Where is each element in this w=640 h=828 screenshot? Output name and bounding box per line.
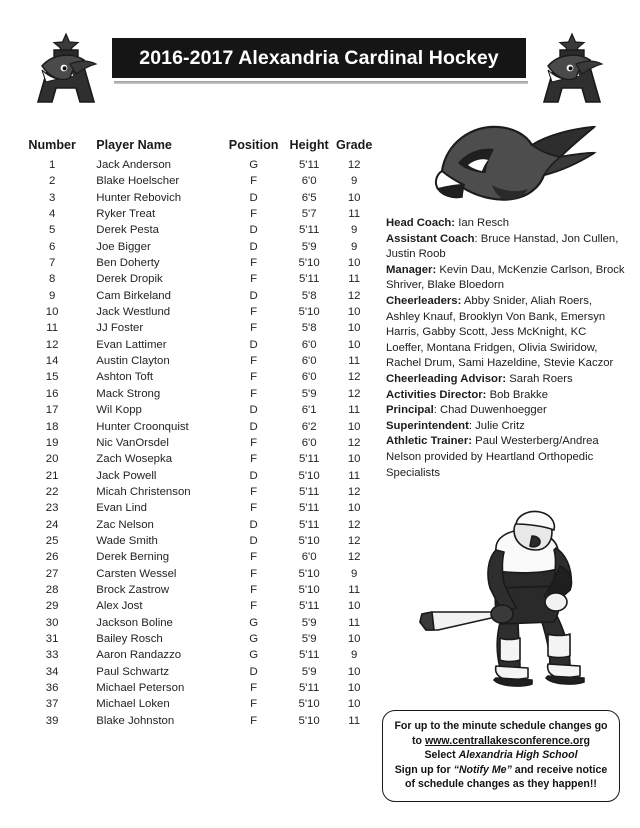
player-grade: 10 bbox=[347, 191, 361, 204]
player-number: 8 bbox=[48, 273, 56, 286]
notice-line-5: of schedule changes as they happen!! bbox=[405, 778, 597, 791]
table-row bbox=[22, 533, 374, 549]
player-number: 28 bbox=[45, 583, 59, 596]
player-height: 5'9 bbox=[301, 240, 317, 253]
player-grade: 12 bbox=[347, 159, 361, 171]
player-position: D bbox=[249, 665, 258, 678]
table-row bbox=[22, 566, 374, 582]
player-number: 7 bbox=[48, 257, 56, 270]
player-name: Austin Clayton bbox=[96, 355, 170, 368]
player-name: Nic VanOrsdel bbox=[96, 436, 169, 449]
player-name: Evan Lind bbox=[96, 502, 147, 515]
player-height: 5'10 bbox=[298, 257, 320, 270]
column-header-grade: Grade bbox=[335, 138, 373, 152]
table-row bbox=[22, 255, 374, 271]
page-title: 2016-2017 Alexandria Cardinal Hockey bbox=[139, 46, 499, 69]
table-row bbox=[22, 386, 374, 402]
player-height: 5'11 bbox=[298, 453, 320, 466]
roster-header-row bbox=[22, 138, 374, 157]
player-position: F bbox=[250, 355, 258, 368]
player-position: G bbox=[249, 632, 259, 645]
activities-director-label: Activities Director: bbox=[386, 388, 487, 401]
staff-principal bbox=[386, 403, 626, 419]
player-position: F bbox=[250, 387, 258, 400]
notice-line-4 bbox=[389, 763, 613, 778]
table-row bbox=[22, 353, 374, 369]
player-name: Hunter Rebovich bbox=[96, 191, 182, 204]
player-position: D bbox=[249, 518, 258, 531]
player-position: D bbox=[249, 469, 258, 482]
notice-line-3 bbox=[389, 748, 613, 763]
table-row bbox=[22, 222, 374, 238]
player-grade: 12 bbox=[347, 551, 361, 564]
player-name: Wade Smith bbox=[96, 534, 158, 547]
player-name: Bailey Rosch bbox=[96, 632, 163, 645]
player-number: 10 bbox=[45, 306, 59, 319]
player-number: 5 bbox=[48, 224, 56, 237]
player-height: 6'0 bbox=[301, 175, 317, 188]
assistant-coach-label: Assistant Coach bbox=[386, 232, 475, 245]
player-position: F bbox=[250, 551, 258, 564]
table-row bbox=[22, 402, 374, 418]
player-grade: 10 bbox=[347, 322, 361, 335]
player-position: F bbox=[250, 273, 258, 286]
player-name: Michael Loken bbox=[96, 698, 170, 711]
player-grade: 12 bbox=[347, 387, 361, 400]
staff-cheer-advisor bbox=[386, 372, 626, 388]
player-number: 26 bbox=[45, 551, 59, 564]
table-row bbox=[22, 288, 374, 304]
player-height: 5'9 bbox=[301, 665, 317, 678]
player-name: Carsten Wessel bbox=[96, 567, 177, 580]
table-row bbox=[22, 484, 374, 500]
activities-director-value: Bob Brakke bbox=[486, 388, 548, 401]
player-number: 14 bbox=[45, 355, 59, 368]
player-height: 5'11 bbox=[298, 224, 320, 237]
player-name: Mack Strong bbox=[96, 387, 161, 400]
athletic-trainer-label: Athletic Trainer: bbox=[386, 435, 473, 448]
hockey-player-illustration bbox=[404, 508, 604, 693]
player-grade: 12 bbox=[347, 289, 361, 302]
player-grade: 11 bbox=[348, 583, 361, 596]
player-name: Micah Christenson bbox=[96, 485, 191, 498]
player-name: Ben Doherty bbox=[96, 257, 160, 270]
player-name: Alex Jost bbox=[96, 600, 143, 613]
player-position: F bbox=[250, 371, 258, 384]
player-name: Blake Johnston bbox=[96, 714, 175, 727]
table-row bbox=[22, 598, 374, 614]
staff-list bbox=[386, 216, 626, 481]
notice-line-2-prefix: to bbox=[411, 734, 425, 747]
player-number: 3 bbox=[48, 191, 56, 204]
player-number: 39 bbox=[45, 714, 59, 727]
player-grade: 9 bbox=[351, 224, 358, 237]
player-name: Evan Lattimer bbox=[96, 338, 167, 351]
alexandria-cardinal-a-logo-left bbox=[28, 30, 106, 108]
player-grade: 10 bbox=[347, 420, 361, 433]
cheerleading-advisor-value: Sarah Roers bbox=[506, 372, 573, 385]
player-name: Zac Nelson bbox=[96, 518, 154, 531]
player-number: 9 bbox=[48, 289, 56, 302]
staff-head-coach bbox=[386, 216, 626, 232]
principal-label: Principal bbox=[386, 404, 434, 417]
player-height: 5'10 bbox=[298, 714, 320, 727]
player-position: F bbox=[250, 485, 258, 498]
roster-table bbox=[22, 138, 374, 729]
player-height: 5'11 bbox=[298, 518, 320, 531]
player-height: 6'0 bbox=[301, 338, 317, 351]
player-position: F bbox=[250, 257, 258, 270]
player-grade: 9 bbox=[351, 175, 358, 188]
player-number: 36 bbox=[45, 682, 59, 694]
player-height: 5'10 bbox=[298, 567, 320, 580]
player-position: G bbox=[249, 616, 259, 629]
table-row bbox=[22, 173, 374, 189]
table-row bbox=[22, 271, 374, 287]
player-number: 19 bbox=[45, 436, 59, 449]
player-height: 5'9 bbox=[301, 387, 317, 400]
player-number: 29 bbox=[45, 600, 59, 613]
player-name: Ryker Treat bbox=[96, 208, 156, 221]
player-name: Derek Berning bbox=[96, 551, 170, 564]
player-grade: 11 bbox=[348, 404, 361, 417]
table-row bbox=[22, 468, 374, 484]
player-height: 5'11 bbox=[298, 682, 320, 694]
player-grade: 10 bbox=[347, 338, 361, 351]
player-height: 5'8 bbox=[301, 322, 317, 335]
player-number: 21 bbox=[45, 469, 59, 482]
table-row bbox=[22, 369, 374, 385]
table-row bbox=[22, 713, 374, 729]
table-row bbox=[22, 190, 374, 206]
player-height: 5'8 bbox=[301, 289, 317, 302]
column-header-height: Height bbox=[289, 138, 329, 152]
table-row bbox=[22, 631, 374, 647]
notice-line-4-suffix: and receive notice bbox=[511, 763, 608, 776]
player-number: 31 bbox=[45, 632, 59, 645]
player-number: 4 bbox=[48, 208, 56, 221]
player-grade: 11 bbox=[348, 469, 361, 482]
player-name: Cam Birkeland bbox=[96, 289, 171, 302]
player-height: 5'9 bbox=[301, 632, 317, 645]
player-name: Brock Zastrow bbox=[96, 583, 170, 596]
principal-value: : Chad Duwenhoegger bbox=[433, 404, 547, 417]
player-number: 17 bbox=[45, 404, 59, 417]
player-height: 5'9 bbox=[301, 616, 317, 629]
player-name: JJ Foster bbox=[96, 322, 144, 335]
alexandria-cardinal-a-logo-right bbox=[534, 30, 612, 108]
player-height: 5'11 bbox=[298, 502, 320, 515]
manager-label: Manager: bbox=[386, 263, 437, 276]
player-number: 6 bbox=[48, 240, 56, 253]
player-grade: 12 bbox=[347, 534, 361, 547]
notice-line-3-prefix: Select bbox=[424, 749, 459, 762]
player-grade: 11 bbox=[348, 714, 361, 727]
player-name: Derek Pesta bbox=[96, 224, 159, 237]
player-height: 5'10 bbox=[298, 469, 320, 482]
table-row bbox=[22, 419, 374, 435]
page-header bbox=[0, 26, 640, 114]
player-height: 6'0 bbox=[301, 551, 317, 564]
player-grade: 9 bbox=[351, 240, 358, 253]
head-coach-label: Head Coach: bbox=[386, 217, 456, 229]
player-position: G bbox=[249, 159, 259, 171]
player-grade: 10 bbox=[347, 632, 361, 645]
player-grade: 10 bbox=[347, 453, 361, 466]
staff-athletic-trainer bbox=[386, 434, 626, 481]
player-name: Ashton Toft bbox=[96, 371, 154, 384]
player-grade: 10 bbox=[347, 682, 361, 694]
player-position: F bbox=[250, 322, 258, 335]
player-height: 5'11 bbox=[298, 600, 320, 613]
table-row bbox=[22, 451, 374, 467]
conference-website-link[interactable]: www.centrallakesconference.org bbox=[424, 734, 590, 747]
table-row bbox=[22, 615, 374, 631]
player-grade: 11 bbox=[348, 616, 361, 629]
player-number: 27 bbox=[45, 567, 59, 580]
manager-value: Kevin Dau, McKenzie Carlson, Brock Shriver, Blake Bloedorn bbox=[386, 263, 625, 292]
page-title-bar bbox=[112, 38, 526, 78]
table-row bbox=[22, 337, 374, 353]
table-row bbox=[22, 696, 374, 712]
table-row bbox=[22, 647, 374, 663]
table-row bbox=[22, 500, 374, 516]
player-position: F bbox=[250, 306, 258, 319]
player-height: 5'11 bbox=[298, 649, 320, 662]
player-position: G bbox=[249, 649, 259, 662]
player-number: 2 bbox=[48, 175, 56, 188]
player-position: F bbox=[250, 698, 258, 711]
player-name: Wil Kopp bbox=[96, 404, 142, 417]
player-number: 20 bbox=[45, 453, 59, 466]
player-grade: 11 bbox=[348, 208, 361, 221]
player-position: D bbox=[249, 191, 258, 204]
table-row bbox=[22, 517, 374, 533]
player-grade: 10 bbox=[347, 698, 361, 711]
player-name: Derek Dropik bbox=[96, 273, 163, 286]
school-name: Alexandria High School bbox=[458, 749, 578, 762]
athletic-trainer-value: Paul Westerberg/Andrea Nelson provided by Heartland Orthopedic Specialists bbox=[386, 435, 599, 479]
player-position: F bbox=[250, 453, 258, 466]
player-position: D bbox=[249, 420, 258, 433]
player-grade: 12 bbox=[347, 485, 361, 498]
table-row bbox=[22, 206, 374, 222]
player-grade: 9 bbox=[351, 649, 358, 662]
staff-activities-director bbox=[386, 388, 626, 404]
player-number: 22 bbox=[45, 485, 59, 498]
player-grade: 10 bbox=[347, 306, 361, 319]
player-height: 6'1 bbox=[301, 404, 317, 417]
cheerleaders-value: Abby Snider, Aliah Roers, Ashley Knauf, Brooklyn Von Bank, Emersyn Harris, Gabby Scott, Jess McKnight, KC Loeffer, Montana Fridgen, Olivia Swiridow, Rachel Drum, Sami Hazeldine, Stevie Kaczor bbox=[386, 294, 614, 370]
player-height: 6'2 bbox=[301, 420, 317, 433]
player-grade: 10 bbox=[347, 502, 361, 515]
player-height: 5'11 bbox=[298, 485, 320, 498]
player-grade: 10 bbox=[347, 600, 361, 613]
player-position: F bbox=[250, 682, 258, 694]
player-name: Paul Schwartz bbox=[96, 665, 170, 678]
player-height: 6'0 bbox=[301, 371, 317, 384]
player-position: F bbox=[250, 208, 258, 221]
player-position: D bbox=[249, 289, 258, 302]
table-row bbox=[22, 435, 374, 451]
player-grade: 12 bbox=[347, 518, 361, 531]
player-name: Jack Anderson bbox=[96, 159, 171, 171]
player-number: 25 bbox=[45, 534, 59, 547]
table-row bbox=[22, 320, 374, 336]
table-row bbox=[22, 239, 374, 255]
player-height: 6'0 bbox=[301, 355, 317, 368]
player-name: Jack Powell bbox=[96, 469, 157, 482]
table-row bbox=[22, 549, 374, 565]
player-grade: 10 bbox=[347, 257, 361, 270]
table-row bbox=[22, 157, 374, 173]
player-height: 5'10 bbox=[298, 698, 320, 711]
superintendent-label: Superintendent bbox=[386, 419, 469, 432]
column-header-player-name: Player Name bbox=[96, 138, 172, 152]
player-number: 1 bbox=[48, 159, 56, 171]
player-height: 5'10 bbox=[298, 583, 320, 596]
column-header-position: Position bbox=[228, 138, 279, 152]
player-height: 5'11 bbox=[298, 273, 320, 286]
player-height: 5'7 bbox=[301, 208, 317, 221]
schedule-notice-box bbox=[382, 710, 620, 802]
player-position: F bbox=[250, 502, 258, 515]
cheerleaders-label: Cheerleaders: bbox=[386, 294, 462, 307]
cardinal-head-logo bbox=[432, 113, 600, 213]
player-number: 15 bbox=[45, 371, 59, 384]
player-height: 5'10 bbox=[298, 306, 320, 319]
notice-line-4-prefix: Sign up for bbox=[394, 763, 454, 776]
staff-superintendent bbox=[386, 419, 626, 435]
player-height: 5'10 bbox=[298, 534, 320, 547]
player-position: D bbox=[249, 534, 258, 547]
superintendent-value: : Julie Critz bbox=[468, 419, 525, 432]
player-height: 5'11 bbox=[298, 159, 320, 171]
head-coach-value: Ian Resch bbox=[455, 217, 510, 229]
staff-cheerleaders bbox=[386, 294, 626, 372]
title-underline bbox=[114, 81, 528, 84]
player-name: Hunter Croonquist bbox=[96, 420, 189, 433]
player-position: F bbox=[250, 714, 258, 727]
notice-line-1: For up to the minute schedule changes go bbox=[394, 720, 608, 732]
notice-line-2 bbox=[389, 734, 613, 749]
table-row bbox=[22, 582, 374, 598]
player-number: 37 bbox=[45, 698, 59, 711]
player-name: Zach Wosepka bbox=[96, 453, 173, 466]
player-number: 16 bbox=[45, 387, 59, 400]
player-number: 33 bbox=[45, 649, 59, 662]
player-grade: 12 bbox=[347, 436, 361, 449]
cheerleading-advisor-label: Cheerleading Advisor: bbox=[386, 372, 507, 385]
player-grade: 11 bbox=[348, 355, 361, 368]
player-number: 11 bbox=[46, 322, 59, 335]
player-number: 12 bbox=[45, 338, 59, 351]
player-name: Joe Bigger bbox=[96, 240, 151, 253]
player-number: 18 bbox=[45, 420, 59, 433]
player-name: Jack Westlund bbox=[96, 306, 171, 319]
player-number: 23 bbox=[45, 502, 59, 515]
player-name: Jackson Boline bbox=[96, 616, 173, 629]
player-name: Aaron Randazzo bbox=[96, 649, 182, 662]
player-position: F bbox=[250, 567, 258, 580]
player-height: 6'5 bbox=[301, 191, 317, 204]
table-row bbox=[22, 304, 374, 320]
player-number: 30 bbox=[45, 616, 59, 629]
player-number: 24 bbox=[45, 518, 59, 531]
player-position: D bbox=[249, 240, 258, 253]
player-position: F bbox=[250, 600, 258, 613]
player-height: 6'0 bbox=[301, 436, 317, 449]
assistant-coach-value: : Bruce Hanstad, Jon Cullen, Justin Roob bbox=[386, 232, 619, 261]
staff-assistant-coach bbox=[386, 232, 626, 263]
player-position: D bbox=[249, 404, 258, 417]
notify-me-label: “Notify Me” bbox=[453, 763, 512, 776]
player-position: F bbox=[250, 436, 258, 449]
column-header-number: Number bbox=[28, 138, 76, 152]
player-position: F bbox=[250, 583, 258, 596]
player-name: Blake Hoelscher bbox=[96, 175, 180, 188]
player-position: F bbox=[250, 175, 258, 188]
player-grade: 10 bbox=[347, 665, 361, 678]
table-row bbox=[22, 664, 374, 680]
player-position: D bbox=[249, 338, 258, 351]
player-grade: 12 bbox=[347, 371, 361, 384]
player-name: Michael Peterson bbox=[96, 682, 185, 694]
player-grade: 9 bbox=[351, 567, 358, 580]
staff-manager bbox=[386, 263, 626, 294]
table-row bbox=[22, 680, 374, 696]
player-position: D bbox=[249, 224, 258, 237]
player-grade: 11 bbox=[348, 273, 361, 286]
player-number: 34 bbox=[45, 665, 59, 678]
